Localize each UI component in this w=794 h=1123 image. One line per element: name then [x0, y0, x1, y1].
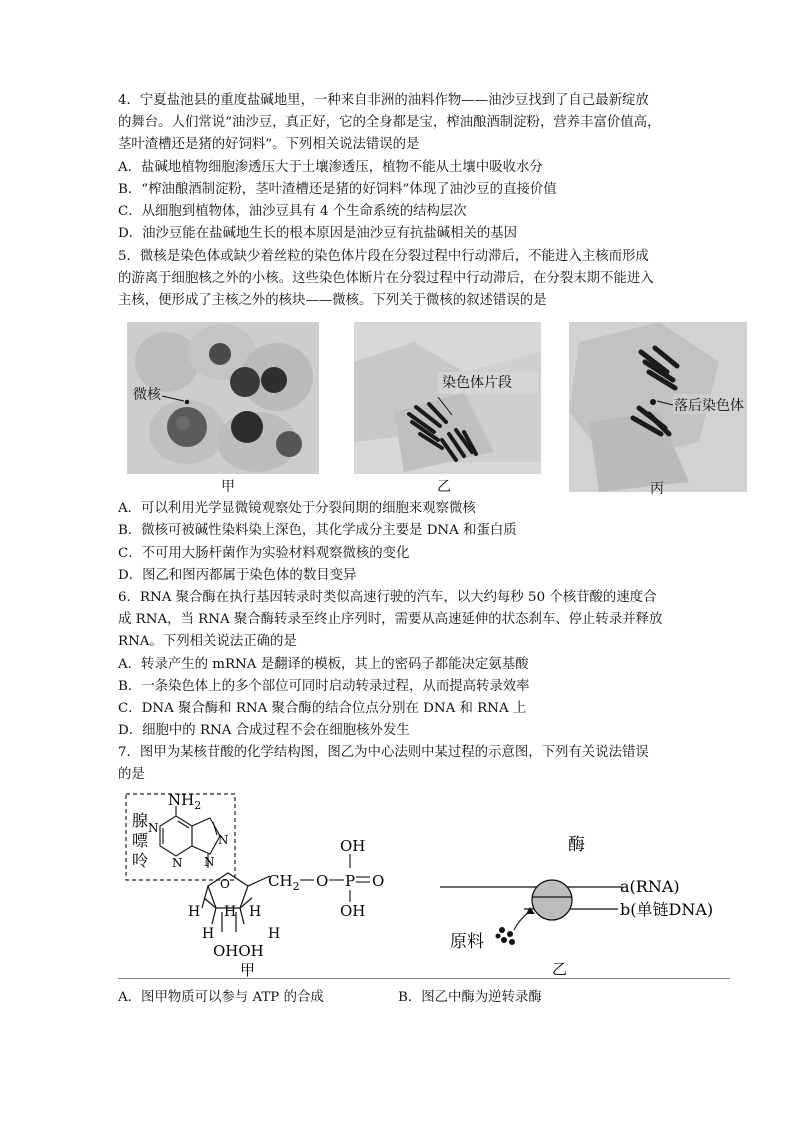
material-dots — [496, 927, 516, 945]
ch2-group — [268, 872, 300, 893]
ribose-h-2: H — [224, 904, 237, 920]
nh2-subscript: 2 — [194, 799, 202, 812]
figure-jia-caption: 甲 — [240, 961, 256, 978]
material-label: 原料 — [450, 932, 484, 952]
ribose-ring — [202, 873, 270, 932]
q4-stem-line-3: 茎叶渣槽还是猪的好饲料”。下列相关说法错误的是 — [118, 137, 420, 152]
q5-stem-line-2: 的游离于细胞核之外的小核。这些染色体断片在分裂过程中行动滞后，在分裂末期不能进入 — [118, 271, 654, 286]
ribose-h-1: H — [188, 904, 201, 920]
double-bond-o: O — [372, 872, 385, 890]
figure-b-caption: 乙 — [437, 479, 451, 495]
enzyme-circle — [532, 880, 572, 920]
ribose-ohoh: OHOH — [213, 942, 264, 960]
ribose-o: O — [220, 877, 230, 891]
ring-n-4: N — [204, 855, 215, 869]
ring-n-2: N — [172, 856, 183, 870]
q6-stem-line-1: 6．RNA 聚合酶在执行基因转录时类似高速行驶的汽车，以大约每秒 50 个核苷酸的速度合 — [118, 590, 657, 605]
micrograph-a — [127, 322, 319, 474]
q4-stem-line-1: 4．宁夏盐池县的重度盐碱地里，一种来自非洲的油料作物——油沙豆找到了自己最新绽放 — [118, 93, 649, 108]
strand-a-label: a(RNA) — [620, 877, 680, 896]
q6-option-d: D．细胞中的 RNA 合成过程不会在细胞核外发生 — [118, 723, 410, 738]
q5-option-b: B．微核可被碱性染料染上深色，其化学成分主要是 DNA 和蛋白质 — [118, 523, 517, 538]
q7-option-a: A．图甲物质可以参与 ATP 的合成 — [118, 990, 324, 1005]
micrograph-b-image — [354, 322, 541, 474]
q4-option-a: A．盐碱地植物细胞渗透压大于土壤渗透压，植物不能从土壤中吸收水分 — [118, 160, 543, 175]
q5-option-d: D．图乙和图丙都属于染色体的数目变异 — [118, 568, 357, 583]
q7-stem-line-1: 7．图甲为某核苷酸的化学结构图，图乙为中心法则中某过程的示意图，下列有关说法错误 — [118, 745, 649, 760]
micrograph-b — [354, 322, 541, 474]
strand-b-label: b(单链DNA) — [620, 900, 714, 919]
q5-option-a: A．可以利用光学显微镜观察处于分裂间期的细胞来观察微核 — [118, 501, 476, 516]
lagging-chromosome-label: 落后染色体 — [674, 398, 744, 414]
chromosome-fragment-label: 染色体片段 — [442, 375, 512, 391]
phosphate-oh-top: OH — [340, 837, 366, 855]
enzyme-label: 酶 — [568, 835, 585, 855]
phosphate-oh-bottom: OH — [340, 902, 366, 920]
bridge-o: O — [316, 872, 329, 890]
ribose-h-5: H — [268, 926, 281, 942]
nucleotide-structure-figure — [118, 788, 418, 978]
micrograph-c — [569, 322, 747, 492]
phosphorus: P — [345, 872, 356, 890]
ring-n-1: N — [148, 821, 159, 835]
q6-option-a: A．转录产生的 mRNA 是翻译的模板，其上的密码子都能决定氨基酸 — [118, 657, 529, 672]
q5-stem-line-1: 5．微核是染色体或缺少着丝粒的染色体片段在分裂过程中行动滞后，不能进入主核而形成 — [118, 249, 649, 264]
base-label-char-2: 嘌 — [132, 831, 149, 850]
q5-stem-line-3: 主核，便形成了主核之外的核块——微核。下列关于微核的叙述错误的是 — [118, 293, 547, 308]
q4-stem-line-2: 的舞台。人们常说“油沙豆，真正好，它的全身都是宝，榨油酿酒制淀粉，营养丰富价值高， — [118, 115, 661, 130]
q7-stem-line-2: 的是 — [118, 767, 145, 782]
q4-option-c: C．从细胞到植物体，油沙豆具有 4 个生命系统的结构层次 — [118, 204, 467, 219]
q6-option-c: C．DNA 聚合酶和 RNA 聚合酶的结合位点分别在 DNA 和 RNA 上 — [118, 701, 527, 716]
ring-n-3: N — [218, 833, 229, 847]
figure-yi-caption: 乙 — [552, 960, 568, 978]
central-dogma-figure — [440, 830, 740, 978]
base-label-char-3: 呤 — [132, 851, 149, 870]
q6-stem-line-3: RNA。下列相关说法正确的是 — [118, 634, 297, 649]
ch2-subscript: 2 — [292, 880, 300, 893]
q5-option-c: C．不可用大肠杆菌作为实验材料观察微核的变化 — [118, 546, 410, 561]
ribose-h-4: H — [202, 926, 215, 942]
q4-option-b: B．“榨油酿酒制淀粉，茎叶渣槽还是猪的好饲料”体现了油沙豆的直接价值 — [118, 182, 557, 197]
ch2-text: CH — [268, 872, 293, 890]
base-label-char-1: 腺 — [132, 811, 149, 830]
section-rule — [118, 978, 730, 979]
figure-a-caption: 甲 — [221, 479, 235, 495]
micronucleus-label: 微核 — [133, 387, 161, 403]
q6-option-b: B．一条染色体上的多个部位可同时启动转录过程，从而提高转录效率 — [118, 679, 530, 694]
q7-option-b: B．图乙中酶为逆转录酶 — [398, 990, 542, 1005]
q4-option-d: D．油沙豆能在盐碱地生长的根本原因是油沙豆有抗盐碱相关的基因 — [118, 226, 518, 241]
q6-stem-line-2: 成 RNA，当 RNA 聚合酶转录至终止序列时，需要从高速延伸的状态刹车、停止转录并释放 — [118, 612, 663, 627]
figure-c-caption: 丙 — [650, 481, 664, 497]
nh2-text: NH — [168, 791, 195, 809]
ribose-h-3: H — [249, 904, 262, 920]
